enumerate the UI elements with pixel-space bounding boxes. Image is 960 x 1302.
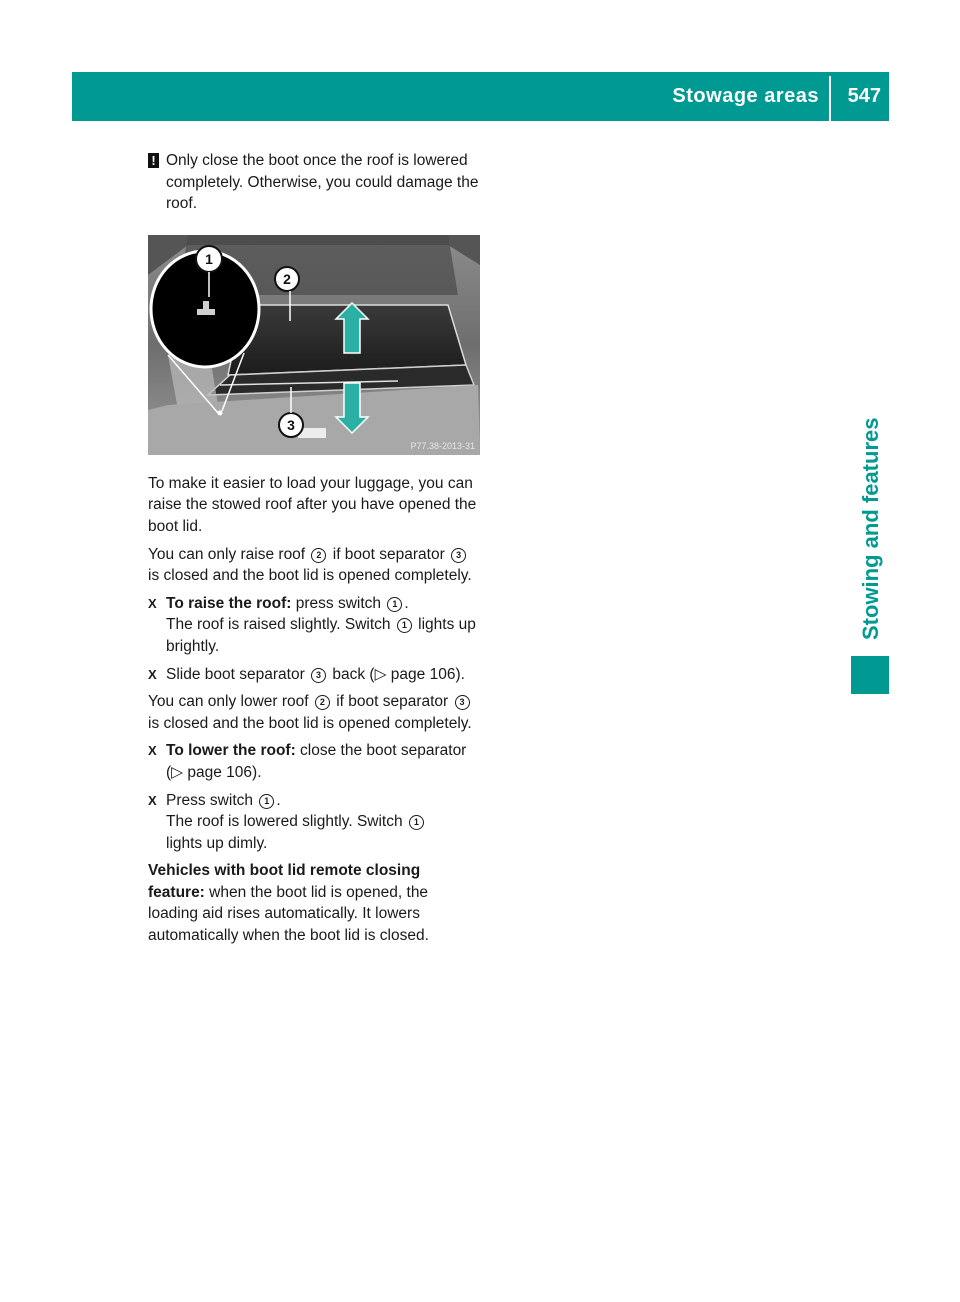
- warning-icon: !: [148, 153, 159, 168]
- callout-ref: 1: [387, 597, 402, 612]
- boot-roof-photo-icon: [148, 235, 480, 455]
- callout-ref: 2: [311, 548, 326, 563]
- callout-3: 3: [287, 416, 295, 433]
- step-raise-roof: X To raise the roof: press switch 1 . The roof is raised slightly. Switch 1 lights up brightly.: [148, 594, 476, 655]
- intro-paragraph: To make it easier to load your luggage, you can raise the stowed roof after you have opened the boot lid.: [148, 474, 477, 535]
- warning-note: [148, 150, 481, 215]
- main-content: [148, 150, 481, 953]
- header-divider: [829, 76, 831, 121]
- callout-ref: 1: [397, 618, 412, 633]
- image-code: P77.38-2013-31: [410, 440, 475, 451]
- step-press-switch: X Press switch 1 . The roof is lowered slightly. Switch 1 lights up dimly.: [148, 790, 481, 855]
- chapter-marker: [851, 656, 889, 694]
- step-marker: X: [148, 792, 157, 808]
- closing-paragraph: Vehicles with boot lid remote closing feature: when the boot lid is opened, the loading aid rises automatically. It lowers automatically when the boot lid is closed.: [148, 862, 429, 945]
- step-lower-roof: X To lower the roof: close the boot separator (▷ page 106).: [148, 742, 467, 781]
- callout-ref: 1: [259, 794, 274, 809]
- callout-2: 2: [283, 270, 291, 287]
- step-slide-separator: X Slide boot separator 3 back (▷ page 106).: [148, 664, 481, 686]
- header-bar: [72, 72, 889, 121]
- step-marker: X: [148, 595, 157, 611]
- page-number: 547: [847, 85, 881, 107]
- raise-condition: You can only raise roof 2 if boot separator 3 is closed and the boot lid is opened completely.: [148, 545, 472, 585]
- callout-1: 1: [205, 250, 213, 267]
- callout-ref: 1: [409, 815, 424, 830]
- callout-ref: 3: [311, 668, 326, 683]
- callout-ref: 3: [455, 695, 470, 710]
- section-title: Stowage areas: [672, 85, 819, 107]
- callout-ref: 3: [451, 548, 466, 563]
- warning-text: Only close the boot once the roof is lowered completely. Otherwise, you could damage the roof.: [166, 152, 479, 213]
- step-marker: X: [148, 666, 157, 682]
- step-marker: X: [148, 743, 157, 759]
- chapter-title: Stowing and features: [858, 417, 883, 640]
- lower-condition: You can only lower roof 2 if boot separator 3 is closed and the boot lid is opened completely.: [148, 693, 472, 732]
- callout-ref: 2: [315, 695, 330, 710]
